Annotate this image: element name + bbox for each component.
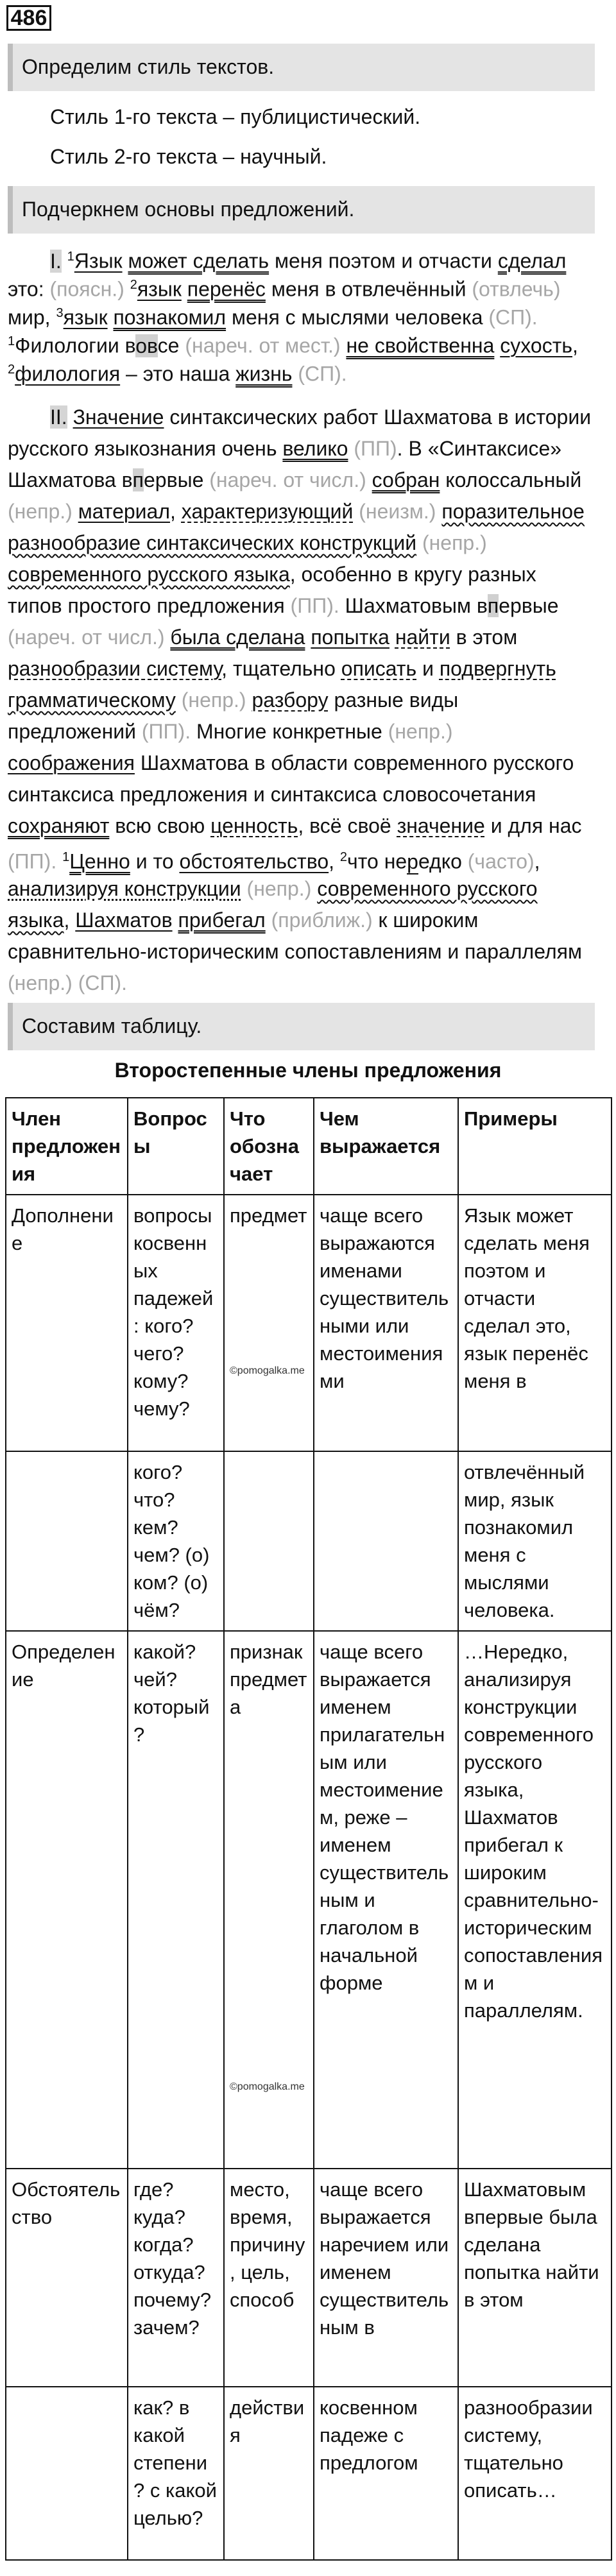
text-fragment [305,626,311,649]
style-line-1: Стиль 1-го текста – публицистический. [50,105,421,128]
text-fragment: р [407,849,418,873]
section-band-bases: Подчеркнем основы предложений. [8,186,595,234]
text-fragment: ервые [143,468,210,491]
cell-expressed: чаще всего выражается наречием или именем существительным в [314,2169,458,2387]
table-row [6,2387,612,2560]
watermark: ©pomogalka.me [230,1365,305,1376]
text-1-line-5 [8,355,347,388]
subject: язык [137,277,182,301]
style-line-2: Стиль 2-го текста – научный. [50,145,327,168]
text-fragment: разнообразии систему [8,657,222,680]
text-fragment [416,531,422,554]
sentence-number: 2 [8,363,15,377]
text-fragment: . В «Синтаксисе» [397,437,562,460]
predicate: не свойственна [346,334,495,357]
text-2-line-16 [8,874,538,903]
table-row [6,1631,612,2169]
text-fragment [366,468,372,491]
text: , [572,334,578,357]
cell-questions: вопросы косвенных падежей: кого? чего? кому? чему? [128,1195,224,1451]
text-fragment: синтаксических работ Шахматова в истории [164,405,592,429]
text-fragment: предложений [8,720,142,743]
sentence-number: 2 [339,850,348,864]
text-fragment: прибегал [178,908,266,932]
text-fragment: Шахматова в [8,468,133,491]
text-fragment [266,908,271,932]
table-header-row [6,1098,612,1195]
sentence-number: 2 [130,278,137,292]
gray-note: (непр.) (СП). [8,971,127,994]
text-fragment: современного русского языка [8,563,290,586]
text-fragment: , [534,849,540,873]
text-fragment [353,500,359,523]
text-fragment: , [170,500,182,523]
cell-meaning [224,1451,314,1631]
cell-member: Дополнение [6,1195,128,1451]
gray-note: (ПП) [348,437,397,460]
text-fragment: соображения [8,751,135,774]
predicate: познакомил [113,305,227,329]
gray-note: (ПП). [141,720,191,743]
roman-numeral: I. [50,249,62,273]
text: меня поэтом и отчасти [269,249,498,273]
cell-examples: Язык может сделать меня поэтом и отчасти сделал это, язык перенёс меня в [458,1195,612,1451]
cell-meaning [224,1631,314,2169]
gray-note: (непр.) [246,877,312,900]
text-fragment: современного русского [317,877,538,900]
subject: филология [15,362,121,386]
text-2-line-6 [8,560,536,588]
text-fragment: , [64,908,76,932]
text-fragment: и то [130,849,180,873]
predicate: жизнь [235,362,293,386]
text-fragment: анализируя конструкции [8,877,241,900]
text-2-line-11 [8,717,453,746]
cell-expressed [314,1451,458,1631]
table-row [6,1451,612,1631]
text-fragment: Шахматовым в [339,594,488,617]
text-fragment: значение [397,814,485,837]
predicate: сделал [497,249,567,273]
text-fragment: материал [78,500,171,523]
text-fragment: русского языкознания очень [8,437,283,460]
text-fragment: типов простого предложения [8,594,291,617]
gray-note: (непр.) [181,688,246,712]
text-fragment: , [329,849,340,873]
text: Филологии в [15,334,136,357]
text-fragment: , тщательно [221,657,341,680]
cell-meaning-text: предмет [230,1204,307,1227]
text: меня с мыслями человека [226,305,489,329]
text-fragment: и [416,657,440,680]
task-number: 486 [6,5,51,31]
cell-meaning-text: признак предмета [230,1641,307,1718]
text-fragment: II. [50,405,67,429]
text-2-line-7 [8,592,559,620]
cell-examples: …Нередко, анализируя конструкции современного русского языка, Шахматов прибегал к широким сравнительно-историческим сопоставлениям и параллелям. [458,1631,612,2169]
cell-questions: где? куда? когда? откуда? почему? зачем? [128,2169,224,2387]
cell-expressed: чаще всего выражаются именами существительными или местоимениями [314,1195,458,1451]
gray-note: (СП). [488,305,538,329]
header-questions: Вопросы [128,1098,224,1195]
text-fragment: ценность [210,814,298,837]
text-fragment: попытка [311,626,389,649]
text-fragment: была сделана [170,626,305,649]
predicate: может сделать [128,249,270,273]
text-fragment [389,626,395,649]
text-fragment: разбору [252,688,329,712]
text-fragment: Шахматова в области современного русского [134,751,574,774]
text-2-line-15 [8,843,540,876]
cell-member [6,1451,128,1631]
gray-note: (часто) [467,849,535,873]
header-member: Член предложения [6,1098,128,1195]
cell-meaning: действия [224,2387,314,2560]
table-title: Второстепенные члены предложения [114,1059,502,1082]
text-2-line-4 [8,497,585,525]
cell-questions: кого? что? кем? чем? (о) ком? (о) чём? [128,1451,224,1631]
text-fragment: поразительное [441,500,585,523]
text-2-line-3 [8,466,581,494]
text-2-line-2 [8,434,561,463]
gray-note: (поясн.) [49,277,124,301]
gray-note: (неизм.) [359,500,436,523]
cell-expressed: косвенном падеже с предлогом [314,2387,458,2560]
text-fragment: найти [395,626,450,649]
text-2-line-9 [8,654,556,683]
sentence-number: 1 [8,334,15,348]
text-fragment: описать [341,657,417,680]
gray-note: (непр.) [422,531,487,554]
text-fragment: п [132,468,144,491]
text-2-line-13 [8,780,536,808]
text-2-line-10 [8,686,458,714]
cell-member [6,2387,128,2560]
text-fragment: сравнительно-историческим сопоставлениям и параллелям [8,940,582,963]
text-2-line-17 [8,906,478,934]
cell-expressed: чаще всего выражается именем прилагательным или местоимением, реже – именем существительным и глаголом в начальной форме [314,1631,458,2169]
text-fragment: обстоятельство [179,849,329,873]
text-fragment: всю свою [109,814,211,837]
text: мир, [8,305,56,329]
text-fragment: Ценно [69,849,130,873]
sentence-number: 1 [62,850,70,864]
text: се [157,334,185,357]
text-fragment: разнообразие синтаксических конструкций [8,531,417,554]
text-fragment [311,877,317,900]
cell-examples: разнообразии систему, тщательно описать… [458,2387,612,2560]
text-fragment: ервые [499,594,559,617]
table-row [6,1195,612,1451]
text-fragment: Многие конкретные [191,720,388,743]
gray-note: (ПП). [8,849,57,873]
gray-note: (непр.) [8,500,73,523]
section-band-style: Определим стиль текстов. [8,44,595,91]
text-fragment [73,500,78,523]
text: это: [8,277,50,301]
gray-note: (ПП). [290,594,339,617]
text-fragment: сохраняют [8,814,110,837]
text-fragment: характеризующий [181,500,354,523]
text-2-line-18 [8,937,582,966]
text-fragment [56,850,62,873]
text-fragment: языка [8,908,64,932]
text: – это наша [120,362,236,386]
cell-examples: Шахматовым впервые была сделана попытка найти в этом [458,2169,612,2387]
highlighted-letters: ов [135,334,158,357]
text-fragment: колоссальный [440,468,582,491]
text-fragment: и для нас [484,814,582,837]
text-fragment: едко [418,849,468,873]
gray-note: (непр.) [388,720,453,743]
text-fragment: разные виды [328,688,459,712]
secondary-members-table [5,1097,612,2561]
cell-member: Определение [6,1631,128,2169]
cell-meaning: место, время, причину, цель, способ [224,2169,314,2387]
sentence-number: 1 [67,250,74,264]
text-fragment: в этом [450,626,518,649]
text: меня в отвлечённый [265,277,472,301]
text-fragment [436,500,441,523]
cell-meaning [224,1195,314,1451]
text-2-line-19 [8,969,127,997]
text-fragment [176,688,182,712]
section-band-table: Составим таблицу. [8,1003,595,1050]
subject: Язык [74,249,123,273]
gray-note: (СП). [292,362,347,386]
text-fragment: грамматическому [8,688,176,712]
table-row [6,2169,612,2387]
cell-member: Обстоятельство [6,2169,128,2387]
gray-note: (отвлечь) [472,277,561,301]
text-fragment: синтаксиса предложения и синтаксиса словосочетания [8,783,536,806]
subject: язык [63,305,108,329]
text-fragment: , всё своё [298,814,397,837]
gray-note: (нареч. от числ.) [8,626,165,649]
text-2-line-12 [8,749,574,777]
text-2-line-1 [50,403,591,431]
header-meaning: Что обозначает [224,1098,314,1195]
text-fragment: подвергнуть [439,657,556,680]
text-fragment: Шахматов [75,908,173,932]
text-fragment: к широким [372,908,479,932]
cell-questions: как? в какой степени? с какой целью? [128,2387,224,2560]
sentence-number: 3 [56,306,64,320]
text-2-line-8 [8,623,517,651]
text-fragment: п [487,594,499,617]
subject: сухость [500,334,573,357]
cell-questions: какой? чей? который? [128,1631,224,2169]
text-fragment [67,405,73,429]
text-fragment: собран [372,468,440,491]
watermark: ©pomogalka.me [230,2081,305,2092]
text-fragment: велико [282,437,348,460]
gray-note: (нареч. от мест.) [185,334,341,357]
cell-examples: отвлечённый мир, язык познакомил меня с мыслями человека. [458,1451,612,1631]
text-fragment: Значение [73,405,164,429]
gray-note: (нареч. от числ.) [209,468,366,491]
header-expressed: Чем выражается [314,1098,458,1195]
predicate: перенёс [187,277,266,301]
text-fragment: , особенно в кругу разных [289,563,536,586]
gray-note: (приближ.) [271,908,373,932]
text-2-line-14 [8,812,582,840]
text-fragment [241,877,247,900]
text-fragment: что не [347,849,407,873]
header-examples: Примеры [458,1098,612,1195]
text-2-line-5 [8,529,487,557]
